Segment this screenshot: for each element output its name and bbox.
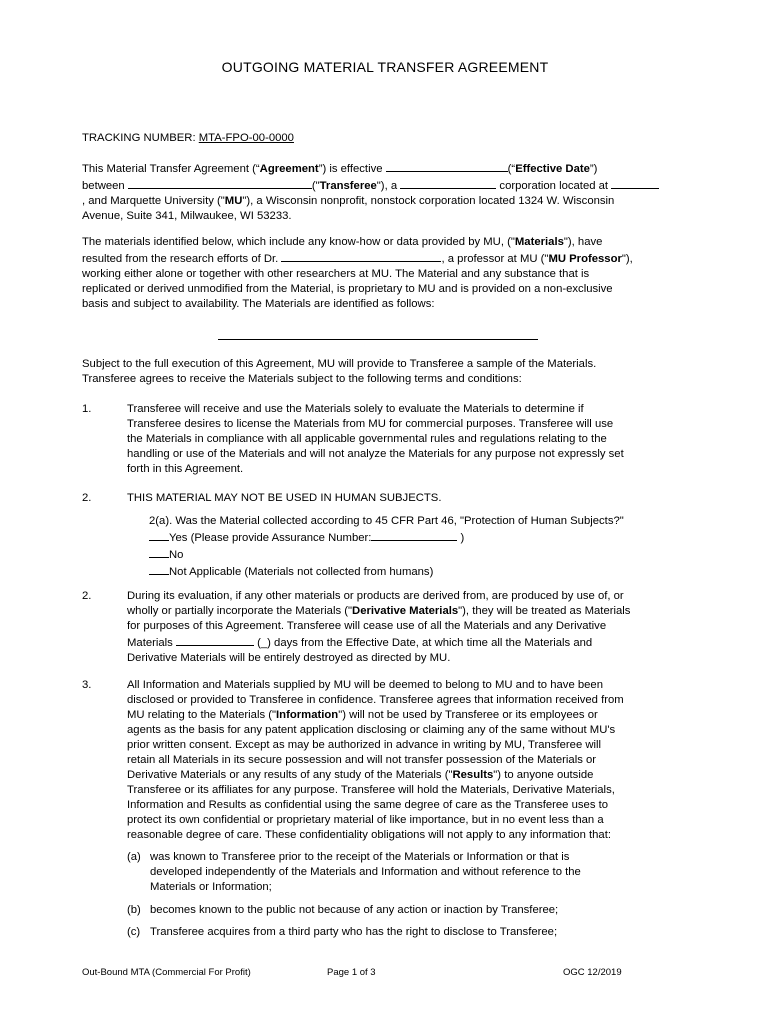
item-c-label: (c) (127, 926, 141, 938)
materials-line-2: resulted from the research efforts of Dr. , a professor at MU ("MU Professor"), (82, 250, 692, 267)
tracking-number (82, 131, 294, 146)
yes-option: Yes (Please provide Assurance Number: ) (149, 529, 689, 546)
section-3-line: protect its own confidential or proprietary material of like importance, but in no event less than a (127, 814, 604, 826)
address-blank (611, 177, 659, 189)
item-a-text (150, 850, 690, 895)
section-1-line: handling or use of the Materials and will not analyze the Materials for any purpose not expressly set (127, 448, 624, 460)
section-2b-line: During its evaluation, if any other materials or products are derived from, are produced by use of, or (127, 590, 624, 602)
subject-line-2: Transferee agrees to receive the Materials subject to the following terms and conditions: (82, 373, 522, 385)
materials-line-3: working either alone or together with other researchers at MU. The Material and any substance that is (82, 268, 590, 280)
section-2b-line: wholly or partially incorporate the Materials ("Derivative Materials"), they will be treated as Materials (127, 605, 631, 617)
item-b-label: (b) (127, 904, 141, 916)
section-1-text (127, 402, 689, 477)
section-1-line: Transferee desires to license the Materials from MU for commercial purposes. Transferee will use (127, 418, 614, 430)
section-2b-number: 2. (82, 590, 92, 602)
section-1-line: forth in this Agreement. (127, 463, 244, 475)
section-2b-line: Derivative Materials will be entirely destroyed as directed by MU. (127, 652, 451, 664)
intro-line-2: between ("Transferee"), a corporation located at (82, 177, 692, 194)
intro-paragraph (82, 160, 692, 224)
section-1-number: 1. (82, 403, 92, 415)
section-3-line: reasonable degree of care. These confidentiality obligations will not apply to any information that: (127, 829, 611, 841)
no-option: No (149, 546, 689, 563)
section-3-line: Derivative Materials or any results of any study of the Materials ("Results") to anyone outside (127, 769, 594, 781)
item-b-text: becomes known to the public not because of any action or inaction by Transferee; (150, 904, 559, 916)
footer-right: OGC 12/2019 (563, 967, 622, 978)
section-2b-text (127, 589, 689, 666)
intro-line-1: This Material Transfer Agreement (“Agreement”) is effective (“Effective Date”) (82, 160, 692, 177)
tracking-number-value: MTA-FPO-00-0000 (198, 132, 294, 144)
document-title: OUTGOING MATERIAL TRANSFER AGREEMENT (221, 59, 549, 75)
transferee-name-blank (128, 177, 312, 189)
section-3-text (127, 678, 689, 843)
materials-line-5: basis and subject to availability. The Materials are identified as follows: (82, 298, 435, 310)
section-3-line: All Information and Materials supplied by MU will be deemed to belong to MU and to have been (127, 679, 603, 691)
section-3-line: Information and Results as confidential using the same degree of care as the Transferee uses to (127, 799, 609, 811)
section-2b-line: for purposes of this Agreement. Transferee will cease use of all the Materials and any Derivative (127, 620, 607, 632)
section-3-line: MU relating to the Materials ("Information") will not be used by Transferee or its employees or (127, 709, 598, 721)
section-2a-question: 2(a). Was the Material collected according to 45 CFR Part 46, "Protection of Human Subjects?" (149, 515, 624, 527)
section-3-line: agents as the basis for any patent application disclosing or claiming any of the same without MU's (127, 724, 616, 736)
item-a-line: developed independently of the Materials and Information and without reference to the (150, 866, 581, 878)
assurance-number-blank[interactable] (371, 529, 457, 541)
section-2-text: THIS MATERIAL MAY NOT BE USED IN HUMAN SUBJECTS. (127, 492, 442, 504)
item-a-line: Materials or Information; (150, 881, 272, 893)
section-1-line: the Materials in compliance with all applicable governmental rules and regulations relating to the (127, 433, 607, 445)
subject-line-1: Subject to the full execution of this Agreement, MU will provide to Transferee a sample of the Materials. (82, 358, 597, 370)
professor-name-blank (281, 250, 441, 262)
na-checkbox-blank[interactable] (149, 563, 169, 575)
section-3-line: prior written consent. Except as may be authorized in advance in writing by MU, Transferee will (127, 739, 602, 751)
item-a-label: (a) (127, 851, 141, 863)
materials-identification-blank (218, 339, 538, 340)
na-option: Not Applicable (Materials not collected from humans) (149, 563, 689, 580)
materials-line-4: replicated or derived unmodified from the Material, is proprietary to MU and is provided on a non-exclusive (82, 283, 613, 295)
section-3-line: Transferee or its affiliates for any purpose. Transferee will hold the Materials, Derivative Materials, (127, 784, 615, 796)
state-blank (400, 177, 496, 189)
materials-paragraph (82, 235, 692, 312)
yes-checkbox-blank[interactable] (149, 529, 169, 541)
intro-line-3: , and Marquette University ("MU"), a Wisconsin nonprofit, nonstock corporation located 1324 W. Wisconsin (82, 195, 615, 207)
section-1-line: Transferee will receive and use the Materials solely to evaluate the Materials to determine if (127, 403, 584, 415)
footer-left: Out-Bound MTA (Commercial For Profit) (82, 967, 251, 978)
days-blank (176, 634, 254, 646)
footer-page-number: Page 1 of 3 (327, 967, 376, 978)
no-checkbox-blank[interactable] (149, 546, 169, 558)
section-2a (149, 514, 689, 580)
section-2b-line: Materials (_) days from the Effective Date, at which time all the Materials and (127, 634, 689, 651)
section-3-number: 3. (82, 679, 92, 691)
section-3-line: retain all Materials in its secure possession and will not transfer possession of the Materials or (127, 754, 597, 766)
section-3-line: disclosed or provided to Transferee in confidence. Transferee agrees that information received from (127, 694, 624, 706)
section-2-number: 2. (82, 492, 92, 504)
item-c-text: Transferee acquires from a third party who has the right to disclose to Transferee; (150, 926, 558, 938)
effective-date-blank (386, 160, 508, 172)
subject-paragraph (82, 357, 692, 387)
tracking-label: TRACKING NUMBER: (82, 132, 196, 144)
item-a-line: was known to Transferee prior to the receipt of the Materials or Information or that is (150, 851, 570, 863)
materials-line-1: The materials identified below, which include any know-how or data provided by MU, ("Materials"), have (82, 236, 603, 248)
intro-line-4: Avenue, Suite 341, Milwaukee, WI 53233. (82, 210, 292, 222)
